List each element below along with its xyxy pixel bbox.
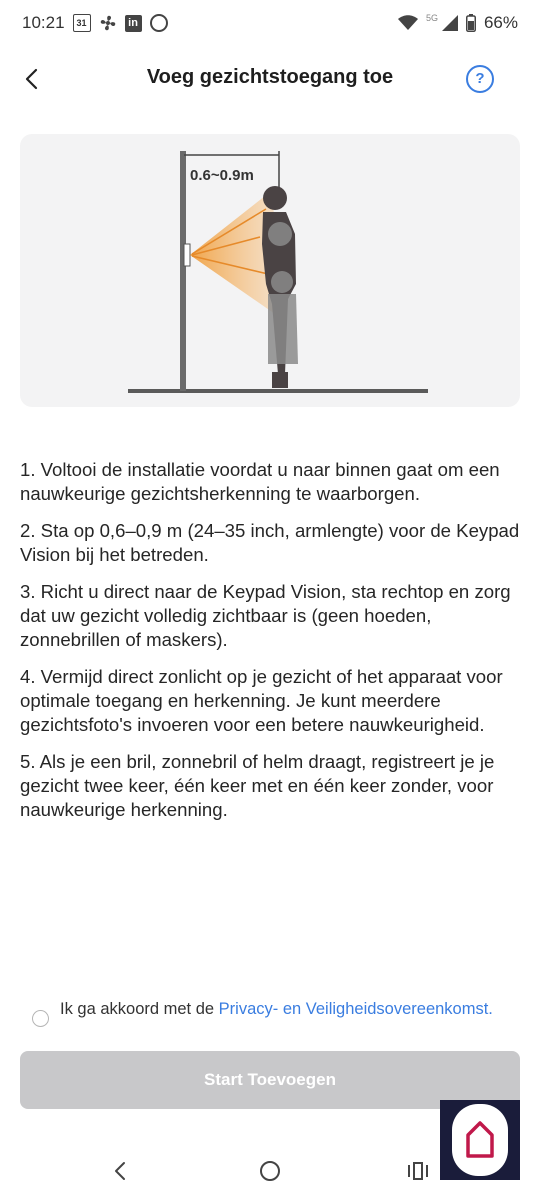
signal-icon: [442, 15, 458, 31]
back-nav-icon: [113, 1161, 127, 1181]
home-nav-icon: [259, 1160, 281, 1182]
circle-icon: [150, 14, 168, 32]
status-right: [398, 13, 518, 33]
instruction-item: 2. Sta op 0,6–0,9 m (24–35 inch, armlengte) voor de Keypad Vision bij het betreden.: [20, 520, 520, 565]
instruction-item: 4. Vermijd direct zonlicht op je gezicht of het apparaat voor optimale toegang en herkenning. Je kunt meerdere gezichtsfoto's invoeren voor een betere nauwkeurigheid.: [20, 666, 503, 735]
nav-home-button[interactable]: [250, 1156, 290, 1186]
status-time: 10:21: [22, 13, 65, 32]
header: [0, 50, 540, 108]
nav-recents-button[interactable]: [398, 1156, 438, 1186]
consent-row: [32, 998, 502, 1046]
nav-bar: [0, 1144, 540, 1200]
help-button[interactable]: ?: [466, 65, 494, 93]
calendar-icon: 31: [73, 14, 91, 32]
network-type: 5G: [425, 13, 438, 23]
instruction-item: 3. Richt u direct naar de Keypad Vision, sta rechtop en zorg dat uw gezicht volledig zichtbaar is (geen hoeden, zonnebrillen of maskers).: [20, 581, 511, 650]
page-title: Voeg gezichtstoegang toe: [146, 66, 394, 88]
consent-label: Ik ga akkoord met de: [60, 1000, 219, 1018]
instruction-item: 1. Voltooi de installatie voordat u naar binnen gaat om een nauwkeurige gezichtsherkenning te waarborgen.: [20, 459, 500, 504]
face-distance-illustration: [20, 134, 520, 407]
consent-text: [60, 998, 500, 1020]
status-bar: [0, 0, 540, 46]
privacy-agreement-link[interactable]: Privacy- en Veiligheidsovereenkomst.: [218, 1000, 493, 1018]
wifi-icon: [398, 15, 418, 31]
instructions-list: [20, 458, 525, 835]
distance-label: 0.6~0.9m: [190, 167, 254, 184]
keypad-device: [184, 244, 190, 266]
battery-percent: 66%: [483, 13, 518, 32]
back-arrow-icon: [24, 68, 38, 90]
wall-pole: [180, 151, 186, 391]
status-left: [22, 13, 168, 33]
nav-back-button[interactable]: [100, 1156, 140, 1186]
distance-diagram: [20, 134, 520, 407]
floor-line: [128, 389, 428, 393]
consent-radio[interactable]: [32, 1010, 49, 1027]
linkedin-icon: in: [125, 15, 142, 32]
battery-icon: [466, 14, 476, 32]
instruction-item: 5. Als je een bril, zonnebril of helm draagt, registreert je je gezicht twee keer, één keer met en één keer zonder, voor nauwkeurige herkenning.: [20, 751, 495, 820]
fan-icon: [99, 14, 117, 32]
start-adding-button[interactable]: Start Toevoegen: [20, 1051, 520, 1109]
recents-nav-icon: [407, 1161, 429, 1181]
back-button[interactable]: [14, 60, 48, 98]
